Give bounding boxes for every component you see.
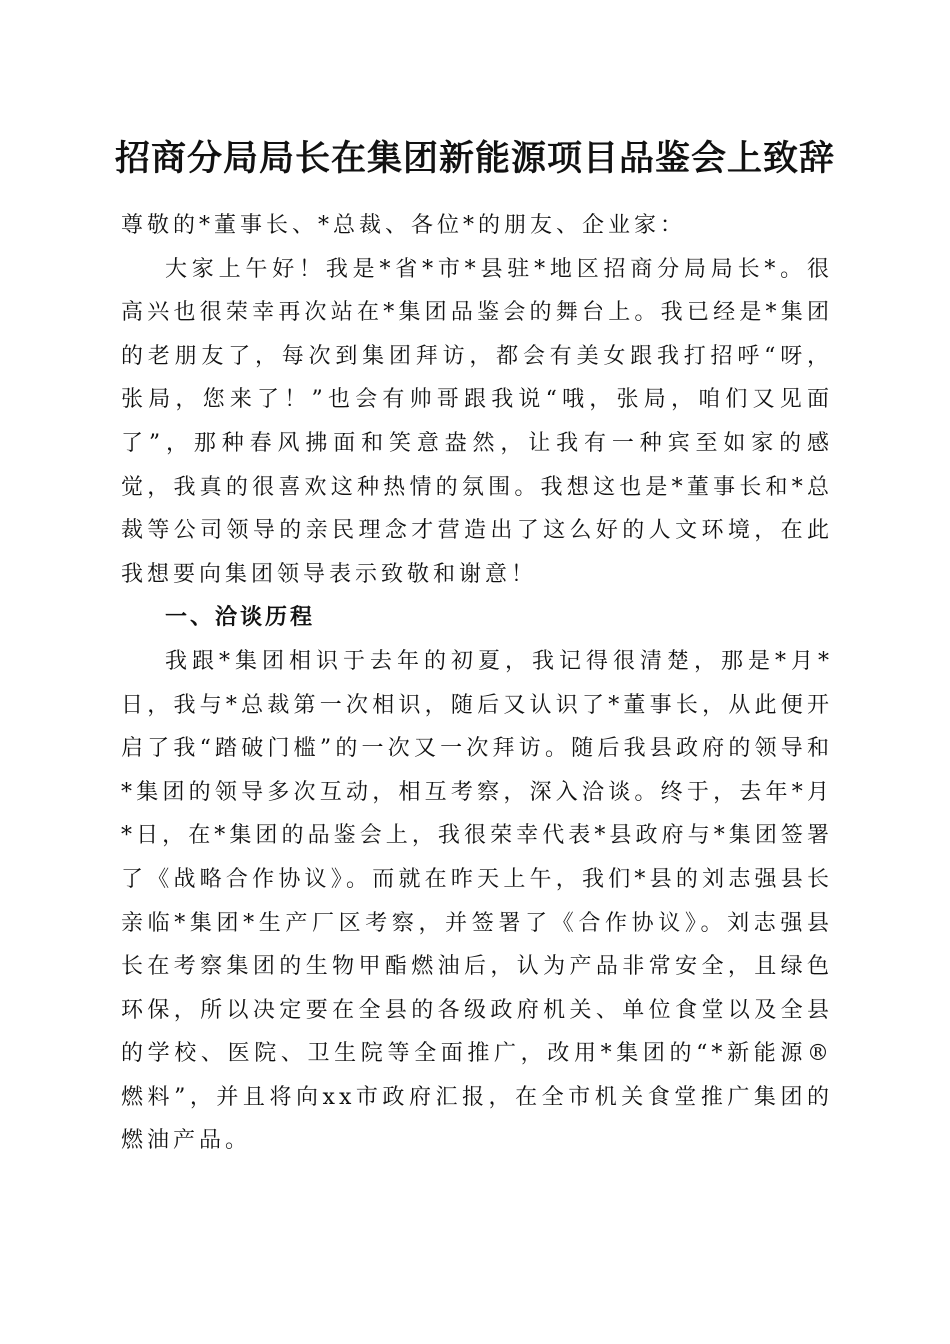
paragraph-greeting: 大家上午好！我是*省*市*县驻*地区招商分局局长*。很高兴也很荣幸再次站在*集团品鉴会的舞台上。我已经是*集团的老朋友了，每次到集团拜访，都会有美女跟我打招呼“呀，张局，您来了！”也会有帅哥跟我说“哦，张局，咱们又见面了”，那种春风拂面和笑意盎然，让我有一种宾至如家的感觉，我真的很喜欢这种热情的氛围。我想这也是*董事长和*总裁等公司领导的亲民理念才营造出了这么好的人文环境，在此我想要向集团领导表示致敬和谢意！ (121, 256, 833, 587)
paragraph-negotiation-history: 我跟*集团相识于去年的初夏，我记得很清楚，那是*月*日，我与*总裁第一次相识，随后又认识了*董事长，从此便开启了我“踏破门槛”的一次又一次拜访。随后我县政府的领导和*集团的领导多次互动，相互考察，深入洽谈。终于，去年*月*日，在*集团的品鉴会上，我很荣幸代表*县政府与*集团签署了《战略合作协议》。而就在昨天上午，我们*县的刘志强县长亲临*集团*生产厂区考察，并签署了《合作协议》。刘志强县长在考察集团的生物甲酯燃油后，认为产品非常安全，且绿色环保，所以决定要在全县的各级政府机关、单位食堂以及全县的学校、医院、卫生院等全面推广，改用*集团的“*新能源®燃料”，并且将向xx市政府汇报，在全市机关食堂推广集团的燃油产品。 (121, 648, 833, 1154)
salutation: 尊敬的*董事长、*总裁、各位*的朋友、企业家： (121, 213, 687, 238)
document-title: 招商分局局长在集团新能源项目品鉴会上致辞 (114, 138, 835, 179)
section-heading-negotiation-history: 一、洽谈历程 (165, 605, 316, 631)
document-body (121, 204, 833, 1163)
